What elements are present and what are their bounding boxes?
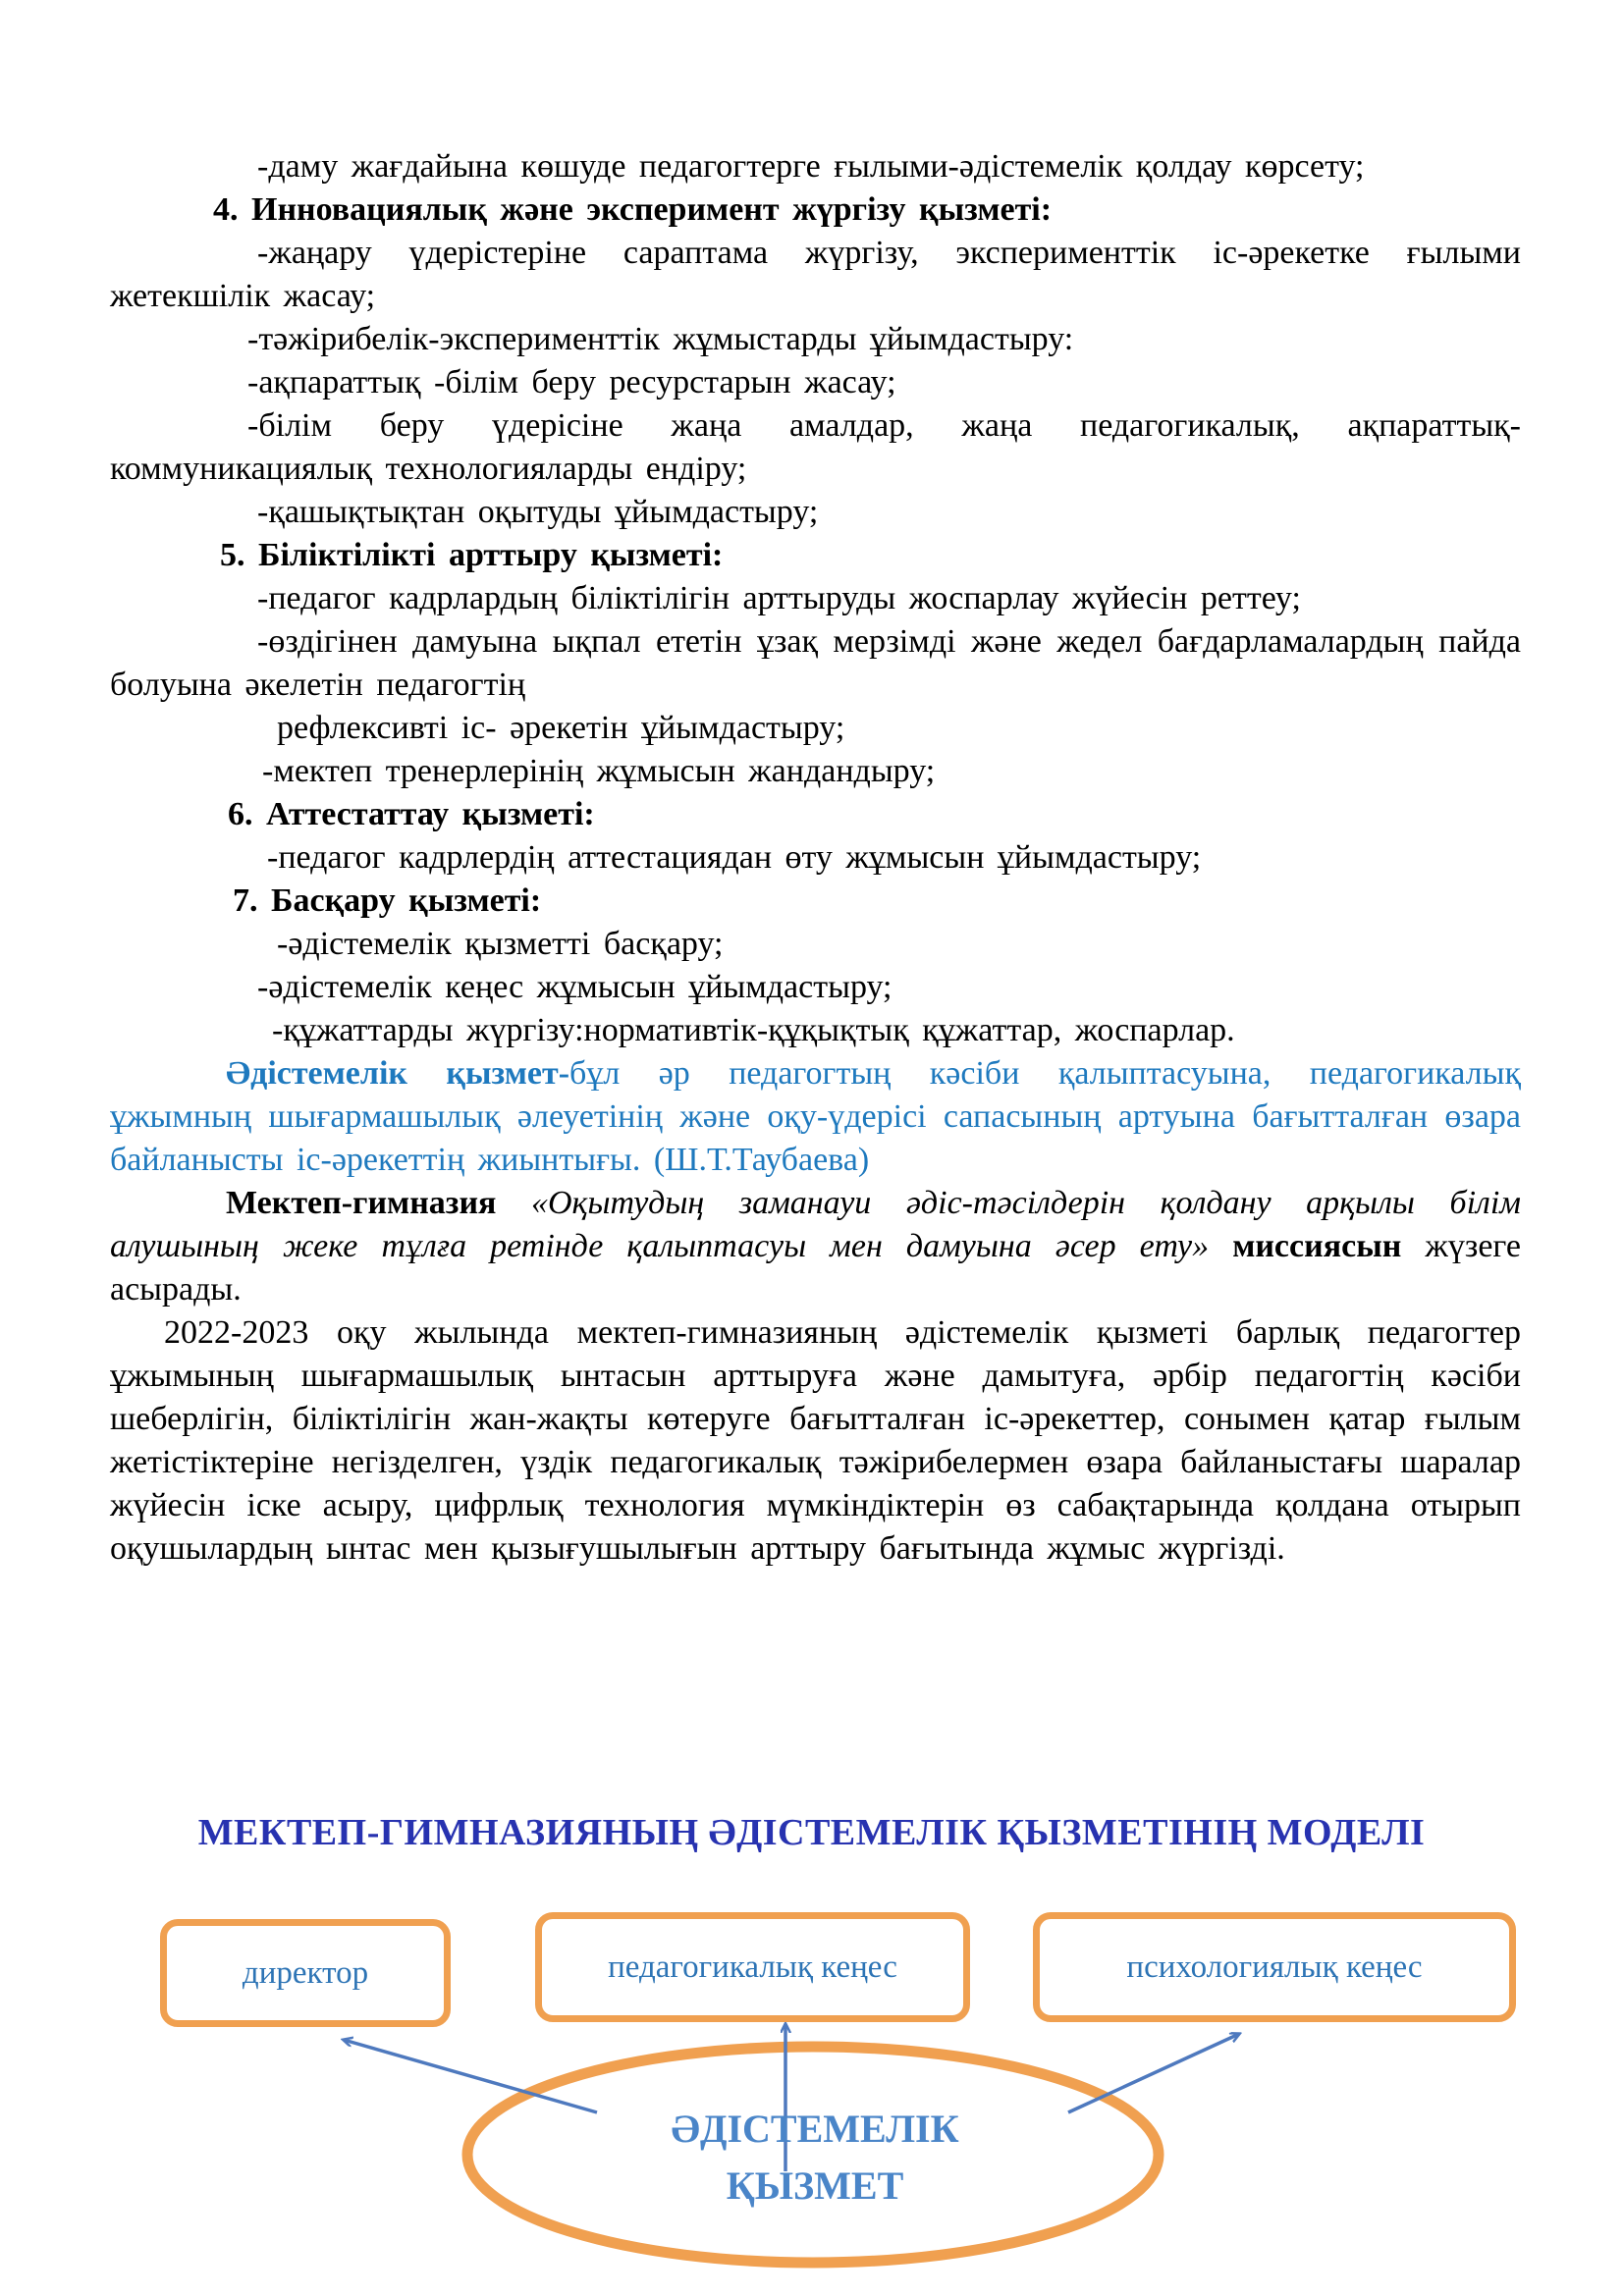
text-run: 4. Инновациялық және эксперимент жүргізу қызметі: (213, 191, 1053, 228)
text-run: 2022-2023 оқу жылында мектеп-гимназияның әдістемелік қызметі барлық педагогтер ұжымының шығармашылық ынтасын арттыруға және дамытуға, әрбір педагогтің кәсіби шеберлігін, біліктілігін жан-жақты көтеруге бағытталған іс-әрекеттер, сонымен қатар ғылым жетістіктеріне негізделген, үздік педагогикалық тәжірибелермен өзара байланыстағы шаралар жүйесін іске асыру, цифрлық технология мүмкіндіктерін өз сабақтарында қолдана отырып оқушылардың ынтас мен қызығушылығын арттыру бағытында жұмыс жүргізді. (110, 1314, 1521, 1567)
diagram-box-director (160, 1919, 451, 2027)
text-run: 7. Басқару қызметі: (233, 882, 542, 919)
paragraph (110, 1182, 1521, 1311)
paragraph (110, 361, 1521, 404)
text-run: -қашықтықтан оқытуды ұйымдастыру; (257, 494, 819, 530)
text-run: 6. Аттестаттау қызметі: (228, 796, 595, 832)
paragraph (110, 404, 1521, 491)
diagram-box-pedagogical-council (535, 1912, 970, 2022)
text-run: жүзеге асырады. (110, 1228, 1521, 1308)
paragraph (110, 318, 1521, 361)
diagram-box-psychological-council (1033, 1912, 1516, 2022)
diagram-box-label: педагогикалық кеңес (608, 1949, 897, 1985)
text-run: -білім беру үдерісіне жаңа амалдар, жаңа педагогикалық, ақпараттық-коммуникациялық технологияларды ендіру; (110, 407, 1521, 487)
text-run: -тәжірибелік-эксперименттік жұмыстарды ұйымдастыру: (247, 321, 1074, 357)
paragraph (110, 491, 1521, 534)
paragraph (110, 577, 1521, 620)
text-run: миссиясын (1232, 1228, 1402, 1264)
paragraph (110, 188, 1521, 232)
paragraph (110, 836, 1521, 880)
paragraph (110, 750, 1521, 793)
paragraph (110, 145, 1521, 188)
methodical-service-label (469, 2101, 1161, 2215)
text-run: «Оқытудың заманауи әдіс-тәсілдерін қолдану арқылы білім алушының жеке тұлға ретінде қалыптасуы мен дамуына әсер ету» (110, 1185, 1521, 1264)
paragraph (110, 1009, 1521, 1052)
text-run: -ақпараттық -білім беру ресурстарын жасау; (247, 364, 896, 400)
ellipse-label-line1: ӘДІСТЕМЕЛІК (671, 2107, 959, 2151)
paragraph (110, 923, 1521, 966)
text-run: -педагог кадрлардың біліктілігін арттыруды жоспарлау жүйесін реттеу; (257, 580, 1301, 616)
paragraph (110, 880, 1521, 923)
paragraph (110, 966, 1521, 1009)
text-run: -өздігінен дамуына ықпал ететін ұзақ мерзімді және жедел бағдарламалардың пайда болуына әкелетін педагогтің (110, 623, 1521, 703)
text-run: -мектеп тренерлерінің жұмысын жандандыру; (262, 753, 936, 789)
body-text (110, 145, 1521, 1571)
text-run: -әдістемелік қызметті басқару; (277, 926, 724, 962)
text-run: рефлексивті іс- әрекетін ұйымдастыру; (277, 710, 845, 746)
text-run: -даму жағдайына көшуде педагогтерге ғылыми-әдістемелік қолдау көрсету; (257, 148, 1365, 185)
paragraph (110, 793, 1521, 836)
diagram-box-label: директор (242, 1954, 369, 1991)
text-run: -әдістемелік кеңес жұмысын ұйымдастыру; (257, 969, 893, 1005)
text-run: -жаңару үдерістеріне сараптама жүргізу, эксперименттік іс-әрекетке ғылыми жетекшілік жасау; (110, 235, 1521, 314)
ellipse-label-line2: ҚЫЗМЕТ (726, 2163, 904, 2208)
paragraph (110, 1052, 1521, 1182)
text-run: Мектеп-гимназия (226, 1185, 531, 1221)
text-run: Әдістемелік қызмет- (226, 1055, 570, 1092)
text-run: -құжаттарды жүргізу:нормативтік-құқықтық құжаттар, жоспарлар. (272, 1012, 1235, 1048)
text-run: 5. Біліктілікті арттыру қызметі: (220, 537, 724, 573)
text-run: -педагог кадрлердің аттестациядан өту жұмысын ұйымдастыру; (267, 839, 1202, 876)
model-heading: МЕКТЕП-ГИМНАЗИЯНЫҢ ӘДІСТЕМЕЛІК ҚЫЗМЕТІНІҢ МОДЕЛІ (197, 1812, 1426, 1853)
paragraph (110, 620, 1521, 707)
paragraph (110, 707, 1521, 750)
diagram-box-label: психологиялық кеңес (1126, 1949, 1423, 1985)
model-diagram (0, 1904, 1623, 2296)
paragraph (110, 232, 1521, 318)
paragraph (110, 1311, 1521, 1571)
text-run: бұл әр педагогтың кәсіби қалыптасуына, педагогикалық ұжымның шығармашылық әлеуетінің және оқу-үдерісі сапасының артуына бағытталған өзара байланысты іс-әрекеттің жиынтығы. (Ш.Т.Таубаева) (110, 1055, 1521, 1178)
paragraph (110, 534, 1521, 577)
